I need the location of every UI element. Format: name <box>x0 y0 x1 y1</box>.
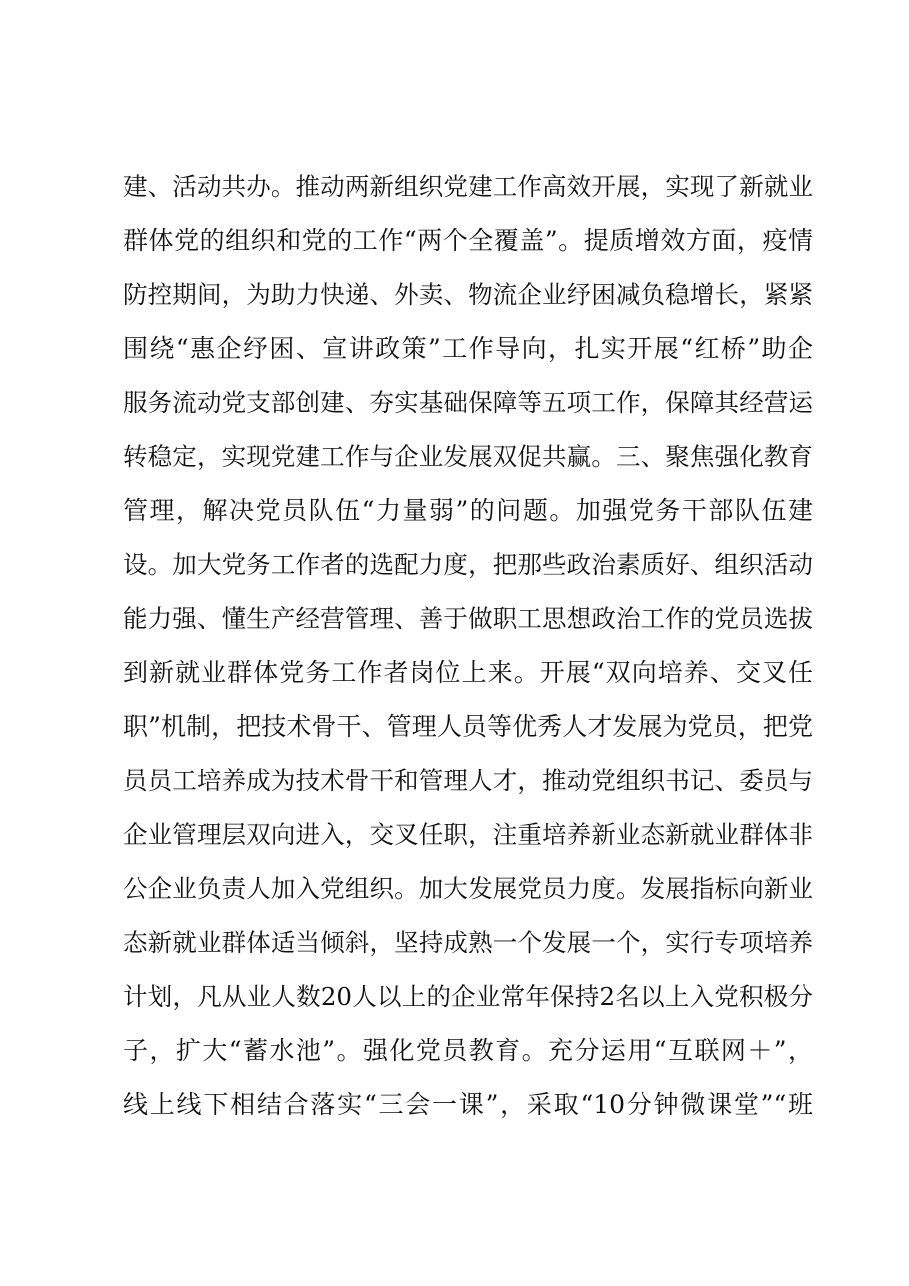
text-line-3: 防控期间，为助力快递、外卖、物流企业纾困减负稳增长，紧紧 <box>123 280 813 309</box>
text-line-12: 员员工培养成为技术骨干和管理人才，推动党组织书记、委员与 <box>123 766 813 795</box>
text-line-8: 设。加大党务工作者的选配力度，把那些政治素质好、组织活动 <box>123 550 813 579</box>
text-line-16: 计划，凡从业人数20人以上的企业常年保持2名以上入党积极分 <box>123 982 813 1011</box>
text-line-6: 转稳定，实现党建工作与企业发展双促共赢。三、聚焦强化教育 <box>123 442 813 471</box>
text-line-1: 建、活动共办。推动两新组织党建工作高效开展，实现了新就业 <box>123 172 813 201</box>
text-line-2: 群体党的组织和党的工作“两个全覆盖”。提质增效方面，疫情 <box>123 226 813 255</box>
text-line-17: 子，扩大“蓄水池”。强化党员教育。充分运用“互联网＋”， <box>123 1036 813 1065</box>
text-line-9: 能力强、懂生产经营管理、善于做职工思想政治工作的党员选拔 <box>123 604 813 633</box>
text-line-13: 企业管理层双向进入，交叉任职，注重培养新业态新就业群体非 <box>123 820 813 849</box>
text-line-18: 线上线下相结合落实“三会一课”，采取“10分钟微课堂”“班 <box>123 1090 813 1119</box>
text-line-10: 到新就业群体党务工作者岗位上来。开展“双向培养、交叉任 <box>123 658 813 687</box>
text-line-7: 管理，解决党员队伍“力量弱”的问题。加强党务干部队伍建 <box>123 496 813 525</box>
text-line-11: 职”机制，把技术骨干、管理人员等优秀人才发展为党员，把党 <box>123 712 813 741</box>
text-line-14: 公企业负责人加入党组织。加大发展党员力度。发展指标向新业 <box>123 874 813 903</box>
text-line-5: 服务流动党支部创建、夯实基础保障等五项工作，保障其经营运 <box>123 388 813 417</box>
text-line-15: 态新就业群体适当倾斜，坚持成熟一个发展一个，实行专项培养 <box>123 928 813 957</box>
body-paragraph <box>123 160 813 1132</box>
text-line-4: 围绕“惠企纾困、宣讲政策”工作导向，扎实开展“红桥”助企 <box>123 334 813 363</box>
